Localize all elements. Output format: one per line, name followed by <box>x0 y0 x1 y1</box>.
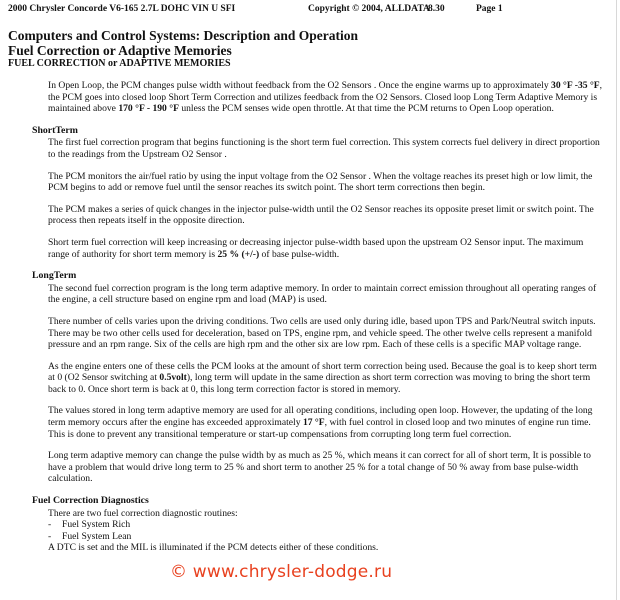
long-term-paragraph: The values stored in long term adaptive memory are used for all operating conditions, including open loop. However, the updating of the long term memory occurs after the engine has exceeded approximately 17 °F, with fuel control in closed loop and two minutes of engine run time. This is done to prevent any transitional temperature or start-up compensations from corrupting long term fuel correction. <box>48 405 593 440</box>
long-term-paragraph: The second fuel correction program is the long term adaptive memory. In order to maintain correct emission throughout all operating ranges of the engine, a cell structure based on engine rpm and load (MAP) is used. <box>48 282 597 306</box>
short-term-paragraph: The PCM monitors the air/fuel ratio by using the input voltage from the O2 Sensor . When the voltage reaches its preset high or low limit, the PCM begins to add or remove fuel until the sensor reaches its switch point. The short term corrections then begin. <box>48 170 593 194</box>
adaptive-memory-temp: 170 °F - 190 °F <box>118 103 179 115</box>
long-term-heading: LongTerm <box>32 270 77 282</box>
long-term-paragraph: Long term adaptive memory can change the pulse width by as much as 25 %, which means it can correct for all of short term, It is possible to have a problem that would drive long term to 25 % and short term to another 25 % for a total change of 50 % away from base pulse-width calculation. <box>48 450 591 485</box>
diagnostics-intro: There are two fuel correction diagnostic routines: <box>48 507 238 519</box>
short-term-paragraph: The PCM makes a series of quick changes in the injector pulse-width until the O2 Sensor reaches its opposite preset limit or switch point. The process then repeats itself in the opposite direction. <box>48 203 594 227</box>
list-item: - Fuel System Rich <box>48 519 131 531</box>
short-term-heading: ShortTerm <box>32 124 78 136</box>
intro-paragraph: In Open Loop, the PCM changes pulse width without feedback from the O2 Sensors . Once the engine warms up to approximately 30 °F -35 °F, the PCM goes into closed loop Short Term Correction and utilizes feedback from the O2 Sensors. Closed loop Long Term Adaptive Memory is maintained above 170 °F - 190 °F unless the PCM senses wide open throttle. At that time the PCM returns to Open Loop operation. <box>48 80 603 115</box>
subject-subhead: FUEL CORRECTION or ADAPTIVE MEMORIES <box>8 58 231 69</box>
page-number: Page 1 <box>476 4 503 14</box>
subject-title: Fuel Correction or Adaptive Memories <box>8 43 232 58</box>
document-body <box>32 80 604 554</box>
site-watermark: © www.chrysler-dodge.ru <box>170 562 393 582</box>
version-number: 8.30 <box>428 4 445 14</box>
update-temp: 17 °F <box>302 417 325 429</box>
diagnostics-heading: Fuel Correction Diagnostics <box>32 495 149 507</box>
list-item: - Fuel System Lean <box>48 530 132 542</box>
short-term-paragraph: Short term fuel correction will keep increasing or decreasing injector pulse-width based upon the upstream O2 Sensor input. The maximum range of authority for short term memory is 25 % (+/-) of base pulse-width. <box>48 236 584 260</box>
long-term-paragraph: As the engine enters one of these cells the PCM looks at the amount of short term correction being used. Because the goal is to keep short term at 0 (O2 Sensor switching at 0.5volt), long term will update in the same direction as short term correction was moving to bring the short term back to 0. Once short term is back at 0, this long term correction factor is stored in memory. <box>48 360 597 395</box>
switch-voltage: 0.5volt <box>159 372 187 384</box>
diagnostics-conclusion: A DTC is set and the MIL is illuminated if the PCM detects either of these conditions. <box>48 542 379 554</box>
document-header <box>8 4 503 14</box>
authority-range: 25 % (+/-) <box>217 248 260 260</box>
short-term-paragraph: The first fuel correction program that begins functioning is the short term fuel correction. This system corrects fuel delivery in direct proportion to the readings from the Upstream O2 Sensor . <box>48 137 600 160</box>
open-loop-temp: 30 °F -35 °F <box>551 80 600 91</box>
vehicle-title: 2000 Chrysler Concorde V6-165 2.7L DOHC VIN U SFI <box>8 4 236 14</box>
section-title: Computers and Control Systems: Description and Operation <box>8 28 359 43</box>
copyright-text: Copyright © 2004, ALLDATA <box>308 4 430 14</box>
long-term-paragraph: There number of cells varies upon the driving conditions. Two cells are used only during idle, based upon TPS and Park/Neutral switch inputs. There may be two other cells used for deceleration, based on TPS, engine rpm, and vehicle speed. The other twelve cells represent a manifold pressure and an rpm range. Six of the cells are high rpm and the other six are low rpm. Each of these cells is a specific MAP voltage range. <box>48 315 596 351</box>
